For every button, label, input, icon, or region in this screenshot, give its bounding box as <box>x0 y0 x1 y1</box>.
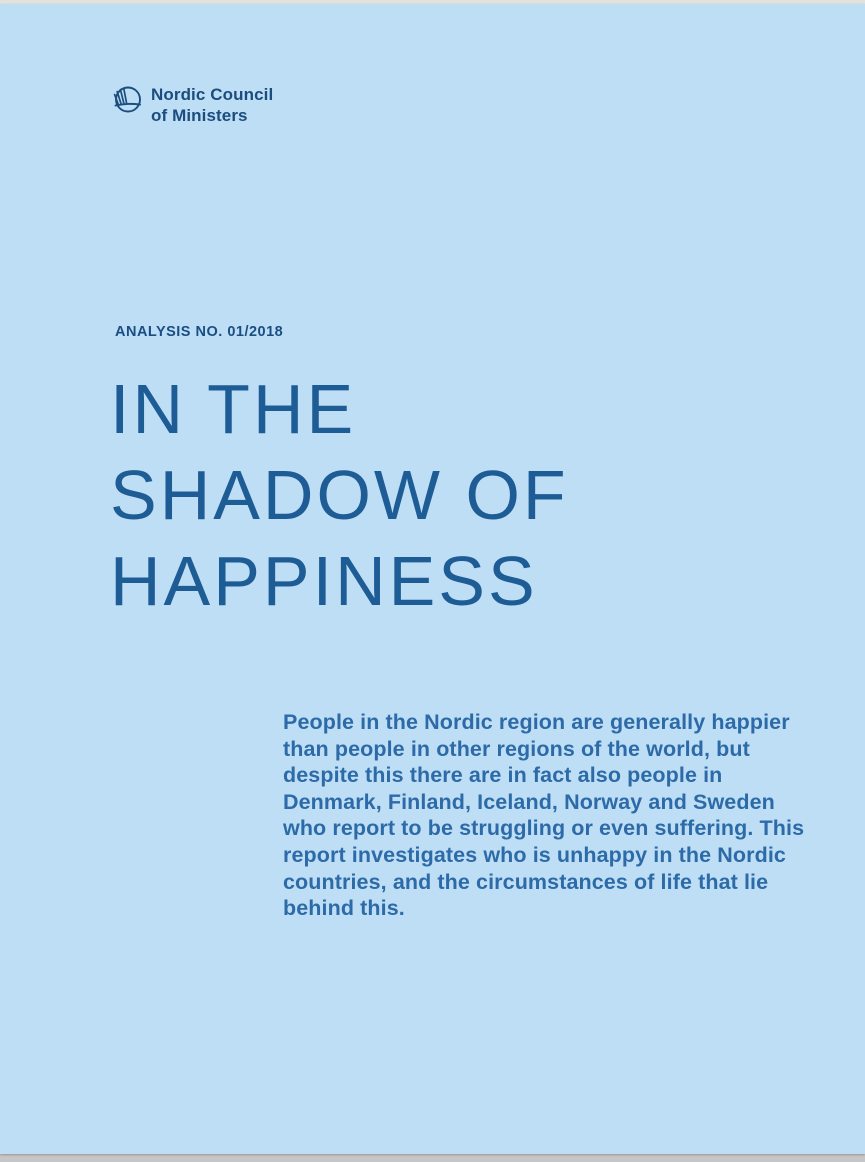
abstract-line: People in the Nordic region are generally happier <box>283 710 790 734</box>
logo-wordmark <box>151 84 273 126</box>
report-title <box>110 366 569 624</box>
report-cover-page <box>0 4 865 1154</box>
title-line-3: HAPPINESS <box>110 542 538 620</box>
nordic-council-logo <box>113 84 273 126</box>
logo-line-2: of Ministers <box>151 106 248 125</box>
abstract-line: behind this. <box>283 896 405 921</box>
logo-line-1: Nordic Council <box>151 85 274 104</box>
analysis-number-label: ANALYSIS NO. 01/2018 <box>115 324 284 340</box>
nordic-swan-icon <box>113 86 142 115</box>
abstract-line: countries, and the circumstances of life that lie <box>283 869 769 894</box>
abstract-line: despite this there are in fact also people in <box>283 763 723 788</box>
title-line-2: SHADOW OF <box>110 456 569 534</box>
title-line-1: IN THE <box>110 370 357 448</box>
abstract-line: Denmark, Finland, Iceland, Norway and Sweden <box>283 789 775 814</box>
abstract-line: report investigates who is unhappy in the Nordic <box>283 842 786 867</box>
abstract-line: than people in other regions of the world, but <box>283 736 750 761</box>
report-abstract <box>283 709 803 922</box>
abstract-line: who report to be struggling or even suffering. This <box>283 816 805 841</box>
